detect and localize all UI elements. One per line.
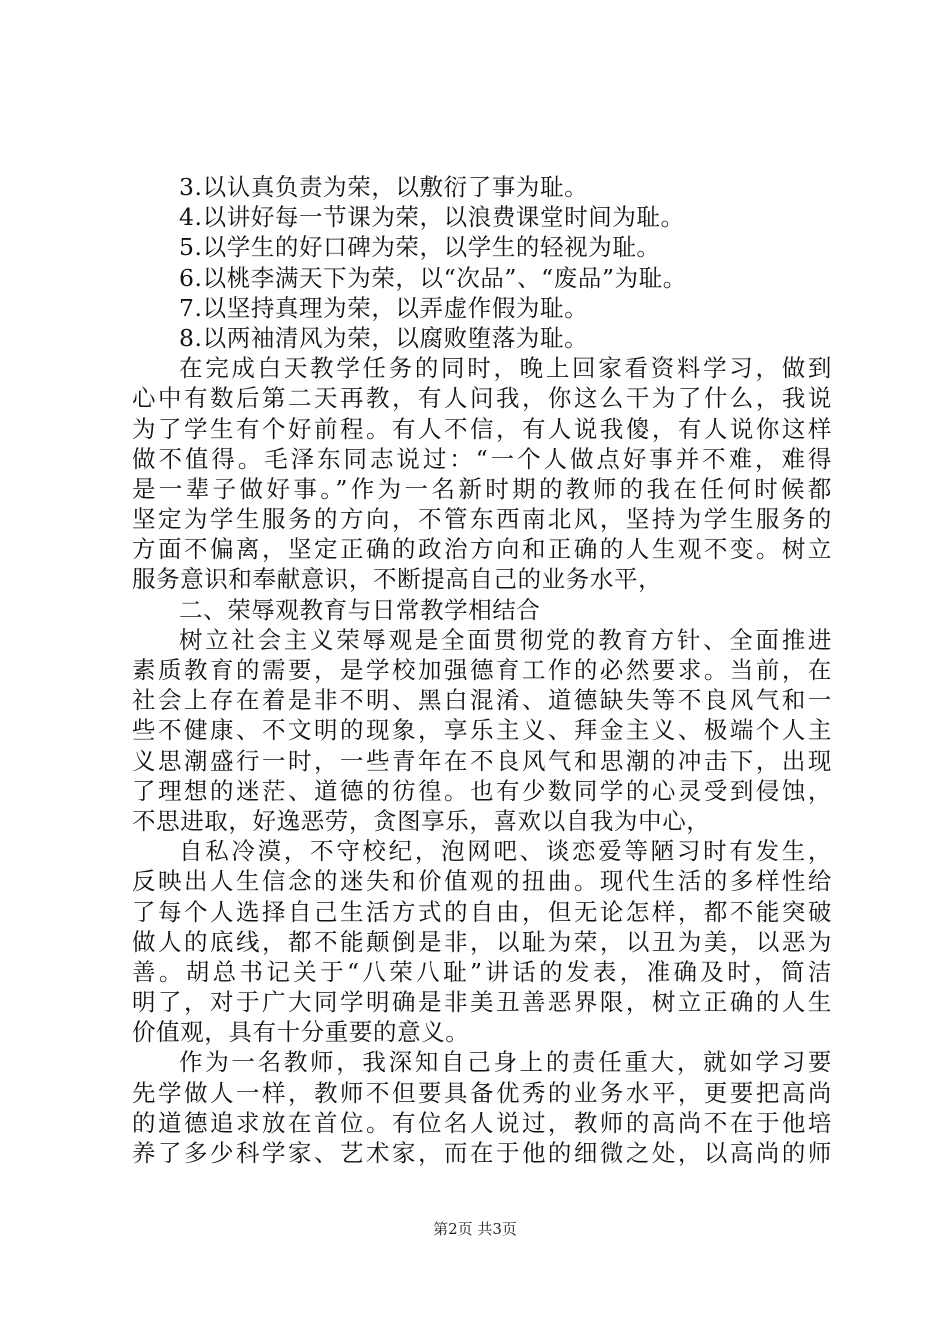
text-line: 3.以认真负责为荣，以敷衍了事为耻。 <box>179 173 589 201</box>
text-line: 价值观，具有十分重要的意义。 <box>132 1018 470 1047</box>
text-line: 在完成白天教学任务的同时，晚上回家看资料学习，做到 <box>179 354 832 383</box>
text-line: 4.以讲好每一节课为荣，以浪费课堂时间为耻。 <box>179 203 685 232</box>
document-body <box>132 172 832 1168</box>
text-line: 养了多少科学家、艺术家，而在于他的细微之处，以高尚的师 <box>132 1139 832 1167</box>
text-line: 明了，对于广大同学明确是非美丑善恶界限，树立正确的人生 <box>132 988 832 1017</box>
text-line: 些不健康、不文明的现象，享乐主义、拜金主义、极端个人主 <box>132 716 832 745</box>
text-line: 自私冷漠，不守校纪，泡网吧、谈恋爱等陋习时有发生， <box>179 837 832 866</box>
text-line: 7.以坚持真理为荣，以弄虚作假为耻。 <box>179 293 589 322</box>
text-line: 的道德追求放在首位。有位名人说过，教师的高尚不在于他培 <box>132 1108 832 1137</box>
text-line: 社会上存在着是非不明、黑白混淆、道德缺失等不良风气和一 <box>132 686 832 715</box>
text-line: 6.以桃李满天下为荣，以“次品”、“废品”为耻。 <box>179 263 687 292</box>
text-line: 反映出人生信念的迷失和价值观的扭曲。现代生活的多样性给 <box>132 867 832 896</box>
text-line: 5.以学生的好口碑为荣，以学生的轻视为耻。 <box>179 233 661 262</box>
text-line: 了每个人选择自己生活方式的自由，但无论怎样，都不能突破 <box>132 897 832 926</box>
text-line: 是一辈子做好事。”作为一名新时期的教师的我在任何时候都 <box>132 474 832 503</box>
text-line: 善。胡总书记关于“八荣八耻”讲话的发表，准确及时，简洁 <box>132 957 832 986</box>
text-line: 做人的底线，都不能颠倒是非，以耻为荣，以丑为美，以恶为 <box>132 927 832 956</box>
text-line: 作为一名教师，我深知自己身上的责任重大，就如学习要 <box>179 1048 832 1077</box>
page-number-footer: 第2页 共3页 <box>433 1220 517 1238</box>
text-line: 方面不偏离，坚定正确的政治方向和正确的人生观不变。树立 <box>132 535 832 564</box>
text-line: 心中有数后第二天再教，有人问我，你这么干为了什么，我说 <box>132 384 832 413</box>
text-line: 不思进取，好逸恶劳，贪图享乐，喜欢以自我为中心， <box>132 806 711 835</box>
text-line: 服务意识和奉献意识，不断提高自己的业务水平， <box>132 565 663 594</box>
text-line: 做不值得。毛泽东同志说过：“一个人做点好事并不难，难得 <box>132 444 832 473</box>
section-heading: 二、荣辱观教育与日常教学相结合 <box>179 595 541 624</box>
text-line: 树立社会主义荣辱观是全面贯彻党的教育方针、全面推进 <box>179 625 832 654</box>
text-line: 先学做人一样，教师不但要具备优秀的业务水平，更要把高尚 <box>132 1078 832 1107</box>
text-line: 8.以两袖清风为荣，以腐败堕落为耻。 <box>179 323 589 352</box>
text-line: 义思潮盛行一时，一些青年在不良风气和思潮的冲击下，出现 <box>132 746 832 775</box>
text-line: 坚定为学生服务的方向，不管东西南北风，坚持为学生服务的 <box>132 505 832 534</box>
text-line: 素质教育的需要，是学校加强德育工作的必然要求。当前，在 <box>132 656 832 684</box>
text-line: 为了学生有个好前程。有人不信，有人说我傻，有人说你这样 <box>132 414 832 443</box>
text-line: 了理想的迷茫、道德的彷徨。也有少数同学的心灵受到侵蚀， <box>132 776 832 805</box>
